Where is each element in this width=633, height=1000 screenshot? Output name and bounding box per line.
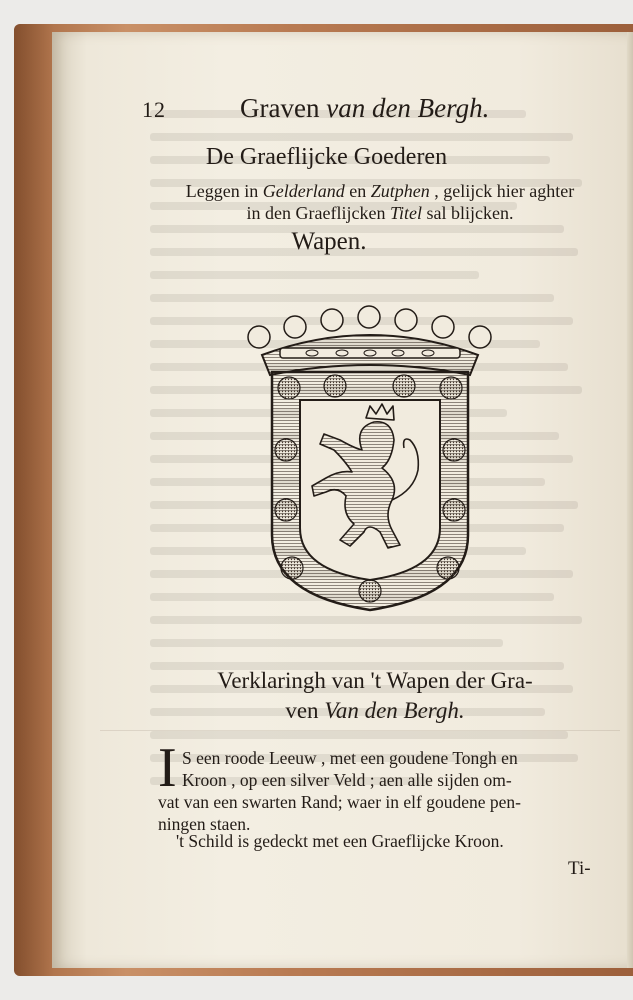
text-run: sal blijcken. — [421, 203, 514, 223]
place-name: Zutphen — [370, 181, 430, 201]
running-head-italic: van den Bergh. — [326, 93, 490, 123]
running-head-prefix: Graven — [240, 93, 327, 123]
crown-icon — [248, 306, 491, 375]
body-line-1: S een roode Leeuw , met een goudene Tongh en — [182, 748, 518, 768]
place-name: Gelderland — [262, 181, 345, 201]
catchword: Ti- — [568, 858, 591, 879]
body-line-3: vat van een swarten Rand; waer in elf goudene pen- — [158, 792, 521, 812]
italic-term: Titel — [389, 203, 422, 223]
explanation-heading-line-2 — [150, 695, 600, 727]
text-run: in den Graeflijcken — [246, 203, 390, 223]
coat-of-arms-illustration — [242, 300, 498, 620]
body-line-5: 't Schild is gedeckt met een Graeflijcke Kroon. — [176, 831, 504, 851]
drop-cap: I — [158, 737, 177, 799]
wapen-title: Wapen. — [291, 228, 367, 255]
family-name: Van den Bergh. — [324, 698, 465, 723]
text-run: Leggen in — [185, 181, 263, 201]
text-run: , gelijck hier aghter — [429, 181, 575, 201]
text-run: ven — [285, 698, 325, 723]
section-title: De Graeflijcke Goederen — [205, 144, 448, 170]
running-head — [240, 93, 489, 124]
section-subline-2 — [150, 202, 610, 224]
body-line-4: ningen staen. — [158, 814, 251, 834]
text-run: en — [344, 181, 371, 201]
page-number: 12 — [142, 97, 166, 122]
body-line-2: Kroon , op een silver Veld ; aen alle sijden om- — [182, 770, 512, 790]
divider — [100, 730, 620, 731]
page-edge — [627, 32, 633, 968]
section-subline-1 — [150, 180, 610, 202]
explanation-heading-line-1: Verklaringh van 't Wapen der Gra- — [217, 668, 533, 693]
